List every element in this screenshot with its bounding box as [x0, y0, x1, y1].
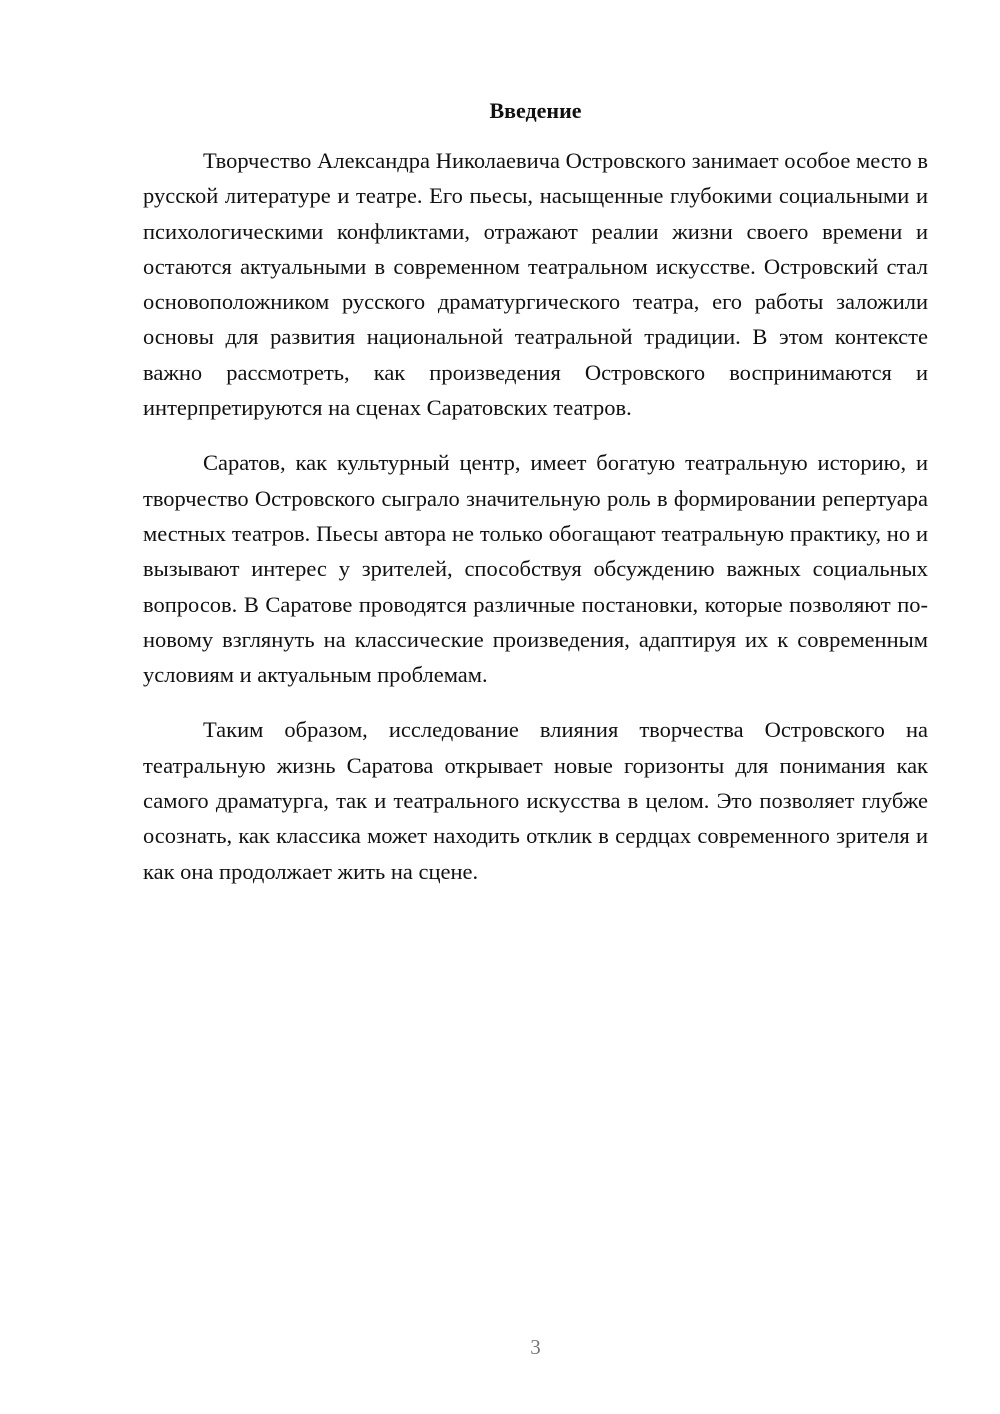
- body-text: [143, 143, 928, 909]
- paragraph-1: Творчество Александра Николаевича Островского занимает особое место в русской литературе и театре. Его пьесы, насыщенные глубокими социальными и психологическими конфликтами, отражают реалии жизни своего времени и остаются актуальными в современном театральном искусстве. Островский стал основоположником русского драматургического театра, его работы заложили основы для развития национальной театральной традиции. В этом контексте важно рассмотреть, как произведения Островского воспринимаются и интерпретируются на сценах Саратовских театров.: [143, 148, 928, 421]
- page-number: 3: [530, 1335, 541, 1359]
- section-heading: Введение: [489, 98, 582, 123]
- paragraph-2: Саратов, как культурный центр, имеет богатую театральную историю, и творчество Островского сыграло значительную роль в формировании репертуара местных театров. Пьесы автора не только обогащают театральную практику, но и вызывают интерес у зрителей, способствуя обсуждению важных социальных вопросов. В Саратове проводятся различные постановки, которые позволяют по-новому взглянуть на классические произведения, адаптируя их к современным условиям и актуальным проблемам.: [143, 450, 928, 688]
- paragraph-3: Таким образом, исследование влияния творчества Островского на театральную жизнь Саратова открывает новые горизонты для понимания как самого драматурга, так и театрального искусства в целом. Это позволяет глубже осознать, как классика может находить отклик в сердцах современного зрителя и как она продолжает жить на сцене.: [143, 717, 928, 884]
